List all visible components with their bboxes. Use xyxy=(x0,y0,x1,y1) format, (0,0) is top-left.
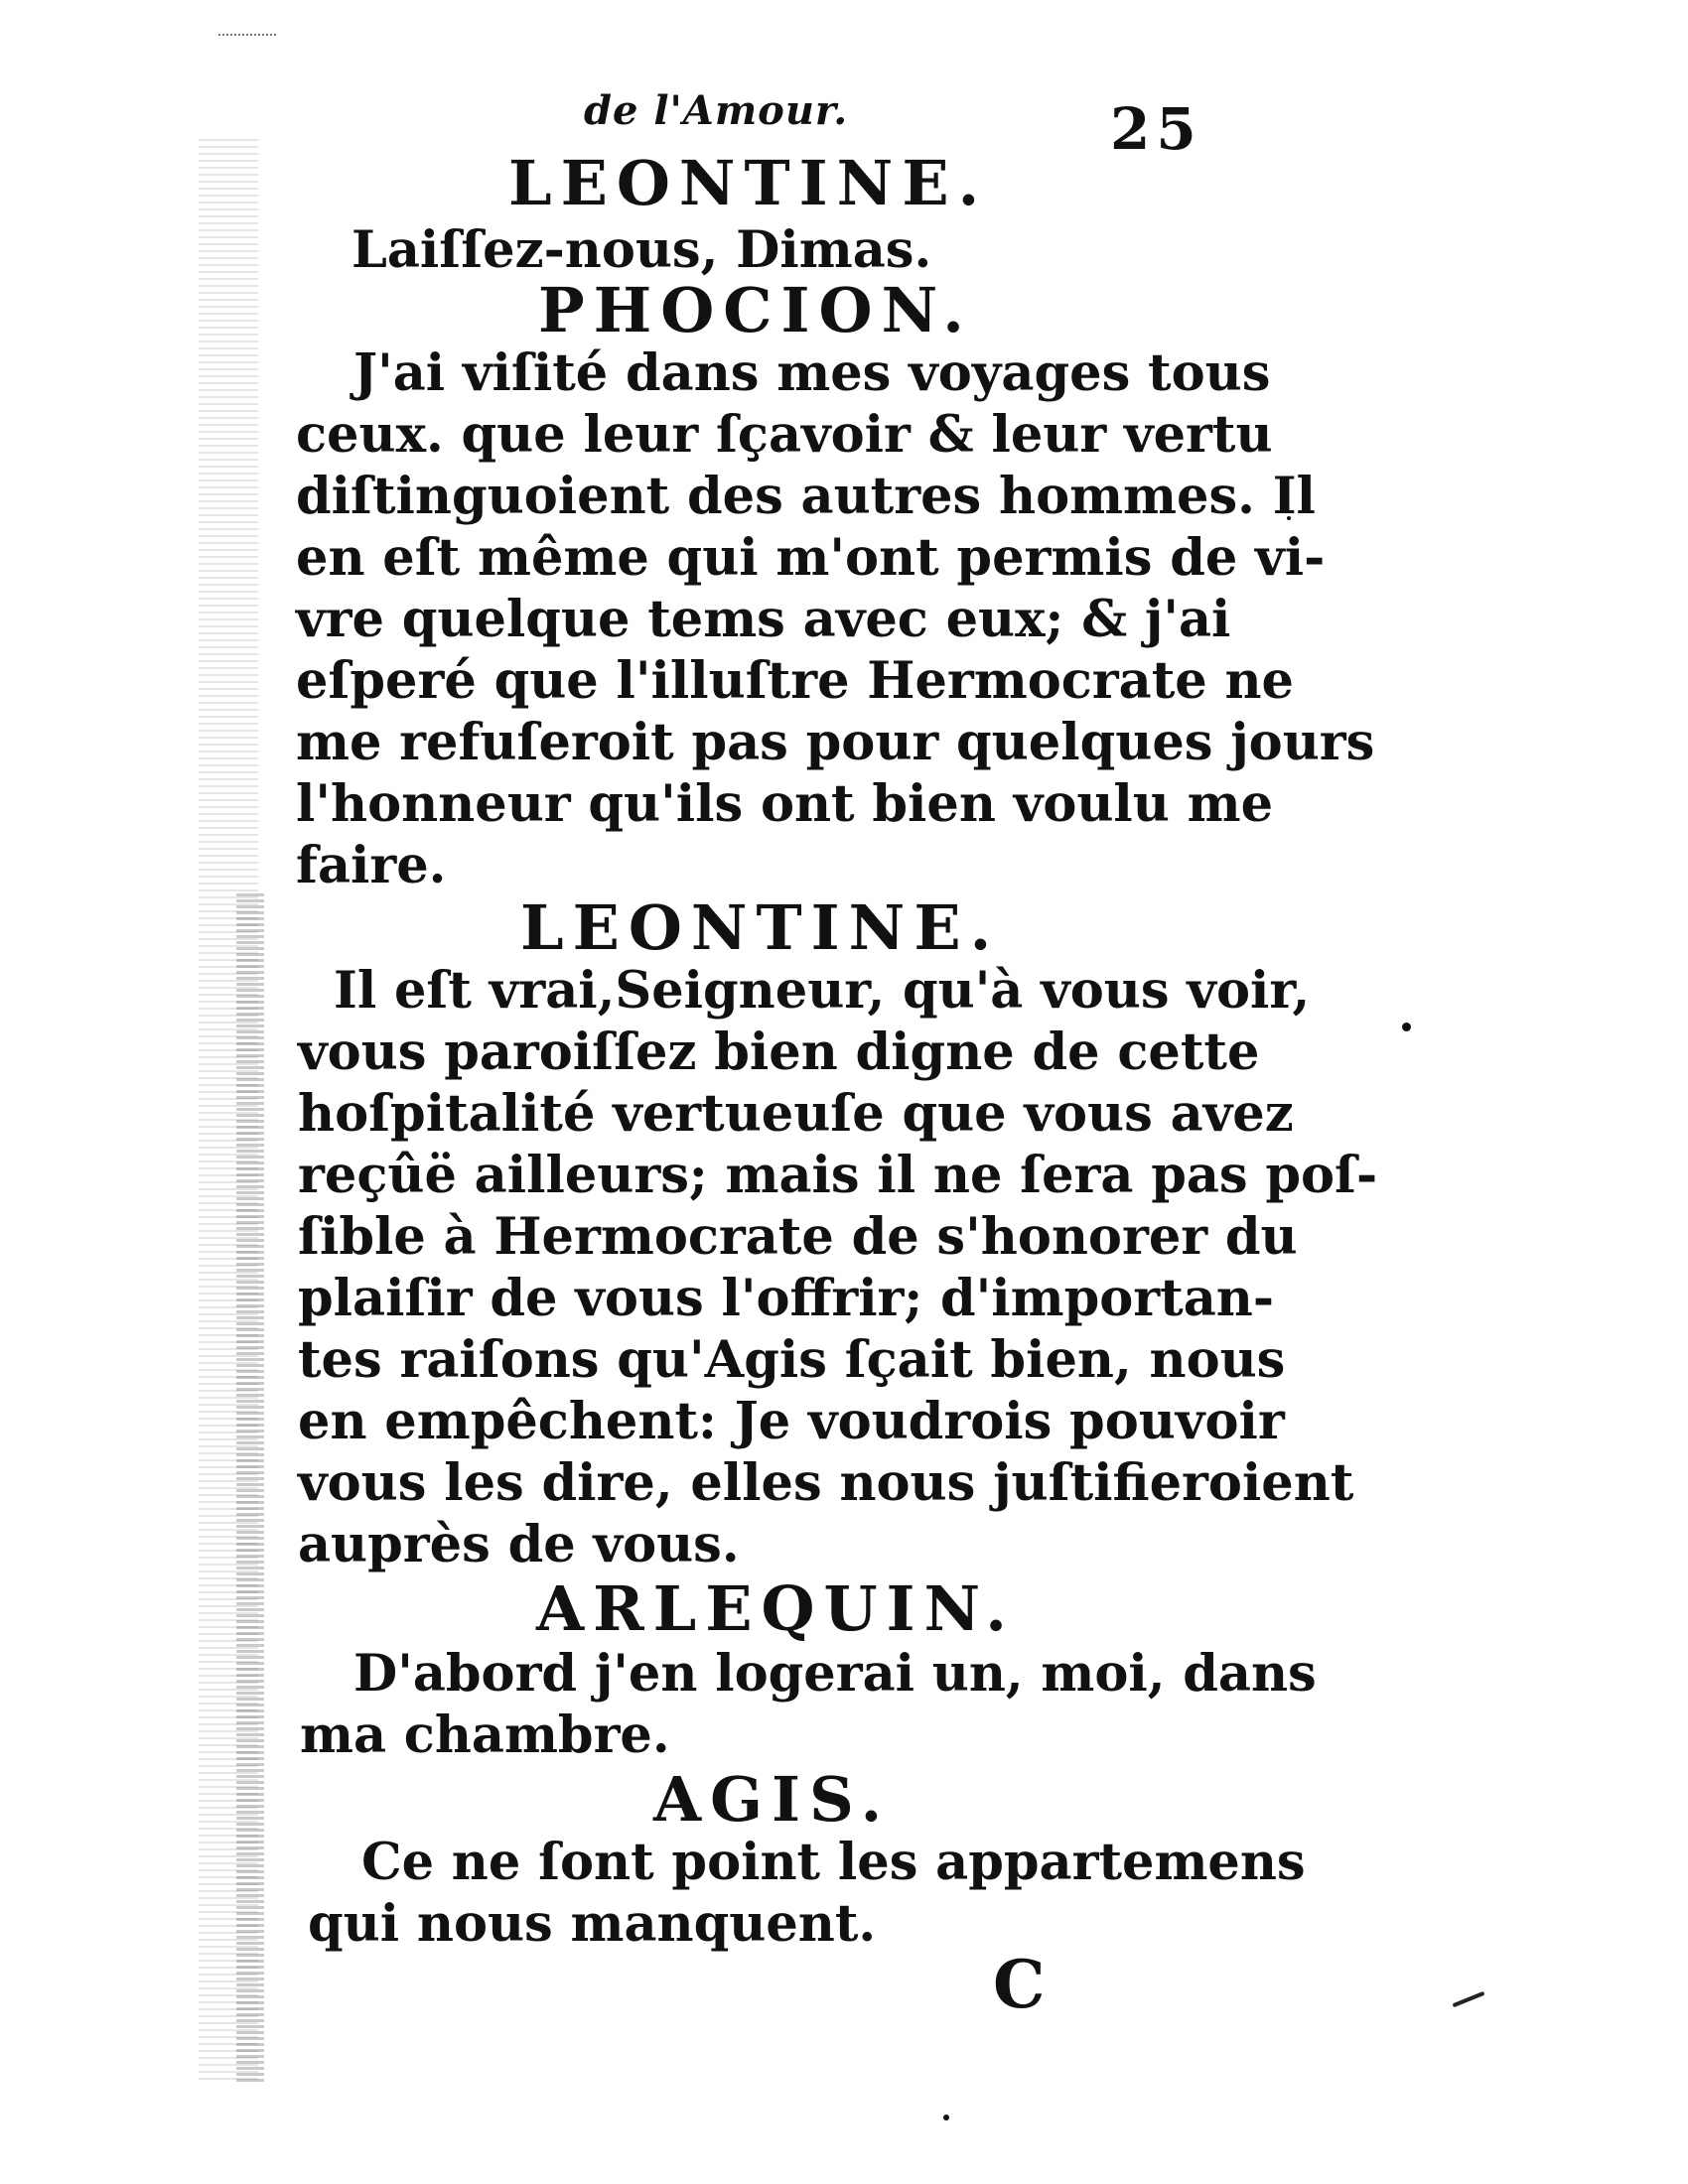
dialogue-line: ceux. que leur ſçavoir & leur vertu xyxy=(296,405,1273,465)
dialogue-line: en empêchent: Je voudrois pouvoir xyxy=(298,1392,1285,1451)
speaker-heading: PHOCION. xyxy=(538,274,973,346)
dialogue-line: me refuſeroit pas pour quelques jours xyxy=(296,713,1375,772)
ink-speck xyxy=(943,2115,949,2120)
dialogue-line: Ce ne ſont point les appartemens xyxy=(361,1833,1306,1892)
speaker-heading: LEONTINE. xyxy=(520,891,1001,964)
dialogue-line: ſible à Hermocrate de s'honorer du xyxy=(298,1207,1298,1267)
dialogue-line: plaiſir de vous l'offrir; d'importan- xyxy=(298,1269,1275,1328)
dialogue-line: faire. xyxy=(296,836,447,895)
dialogue-line: Laiſſez-nous, Dimas. xyxy=(352,220,932,280)
dialogue-line: vre quelque tems avec eux; & j'ai xyxy=(296,590,1231,649)
dialogue-line: tes raiſons qu'Agis ſçait bien, nous xyxy=(298,1330,1286,1390)
speaker-heading: AGIS. xyxy=(653,1763,892,1836)
speaker-heading: LEONTINE. xyxy=(508,147,989,219)
ink-stroke xyxy=(1452,1991,1484,2007)
dialogue-line: en eſt même qui m'ont permis de vi- xyxy=(296,528,1326,588)
dialogue-line: vous les dire, elles nous juſtifieroient xyxy=(298,1453,1354,1513)
dialogue-line: Il eſt vrai,Seigneur, qu'à vous voir, xyxy=(334,961,1311,1021)
dialogue-line: auprès de vous. xyxy=(298,1515,740,1574)
page-number: 25 xyxy=(1110,95,1202,163)
dialogue-line: l'honneur qu'ils ont bien voulu me xyxy=(296,774,1274,834)
dialogue-line: diſtinguoient des autres hommes. Il xyxy=(296,467,1316,526)
dialogue-line: hoſpitalité vertueuſe que vous avez xyxy=(298,1084,1294,1144)
ink-speck xyxy=(1402,1023,1411,1031)
dialogue-line: ma chambre. xyxy=(300,1706,670,1765)
running-head: de l'Amour. xyxy=(584,87,849,134)
dialogue-line: J'ai viſité dans mes voyages tous xyxy=(353,343,1271,403)
dialogue-line: vous paroiſſez bien digne de cette xyxy=(298,1023,1260,1082)
dialogue-line: eſperé que l'illuſtre Hermocrate ne xyxy=(296,651,1295,711)
binding-shadow-inner xyxy=(236,893,264,2085)
corner-smudge xyxy=(218,24,276,36)
catchword: C xyxy=(993,1946,1046,2023)
speaker-heading: ARLEQUIN. xyxy=(536,1572,1016,1645)
dialogue-line: D'abord j'en logerai un, moi, dans xyxy=(353,1644,1317,1704)
dialogue-line: reçûë ailleurs; mais il ne ſera pas poſ- xyxy=(298,1146,1378,1205)
dialogue-line: qui nous manquent. xyxy=(308,1894,877,1954)
